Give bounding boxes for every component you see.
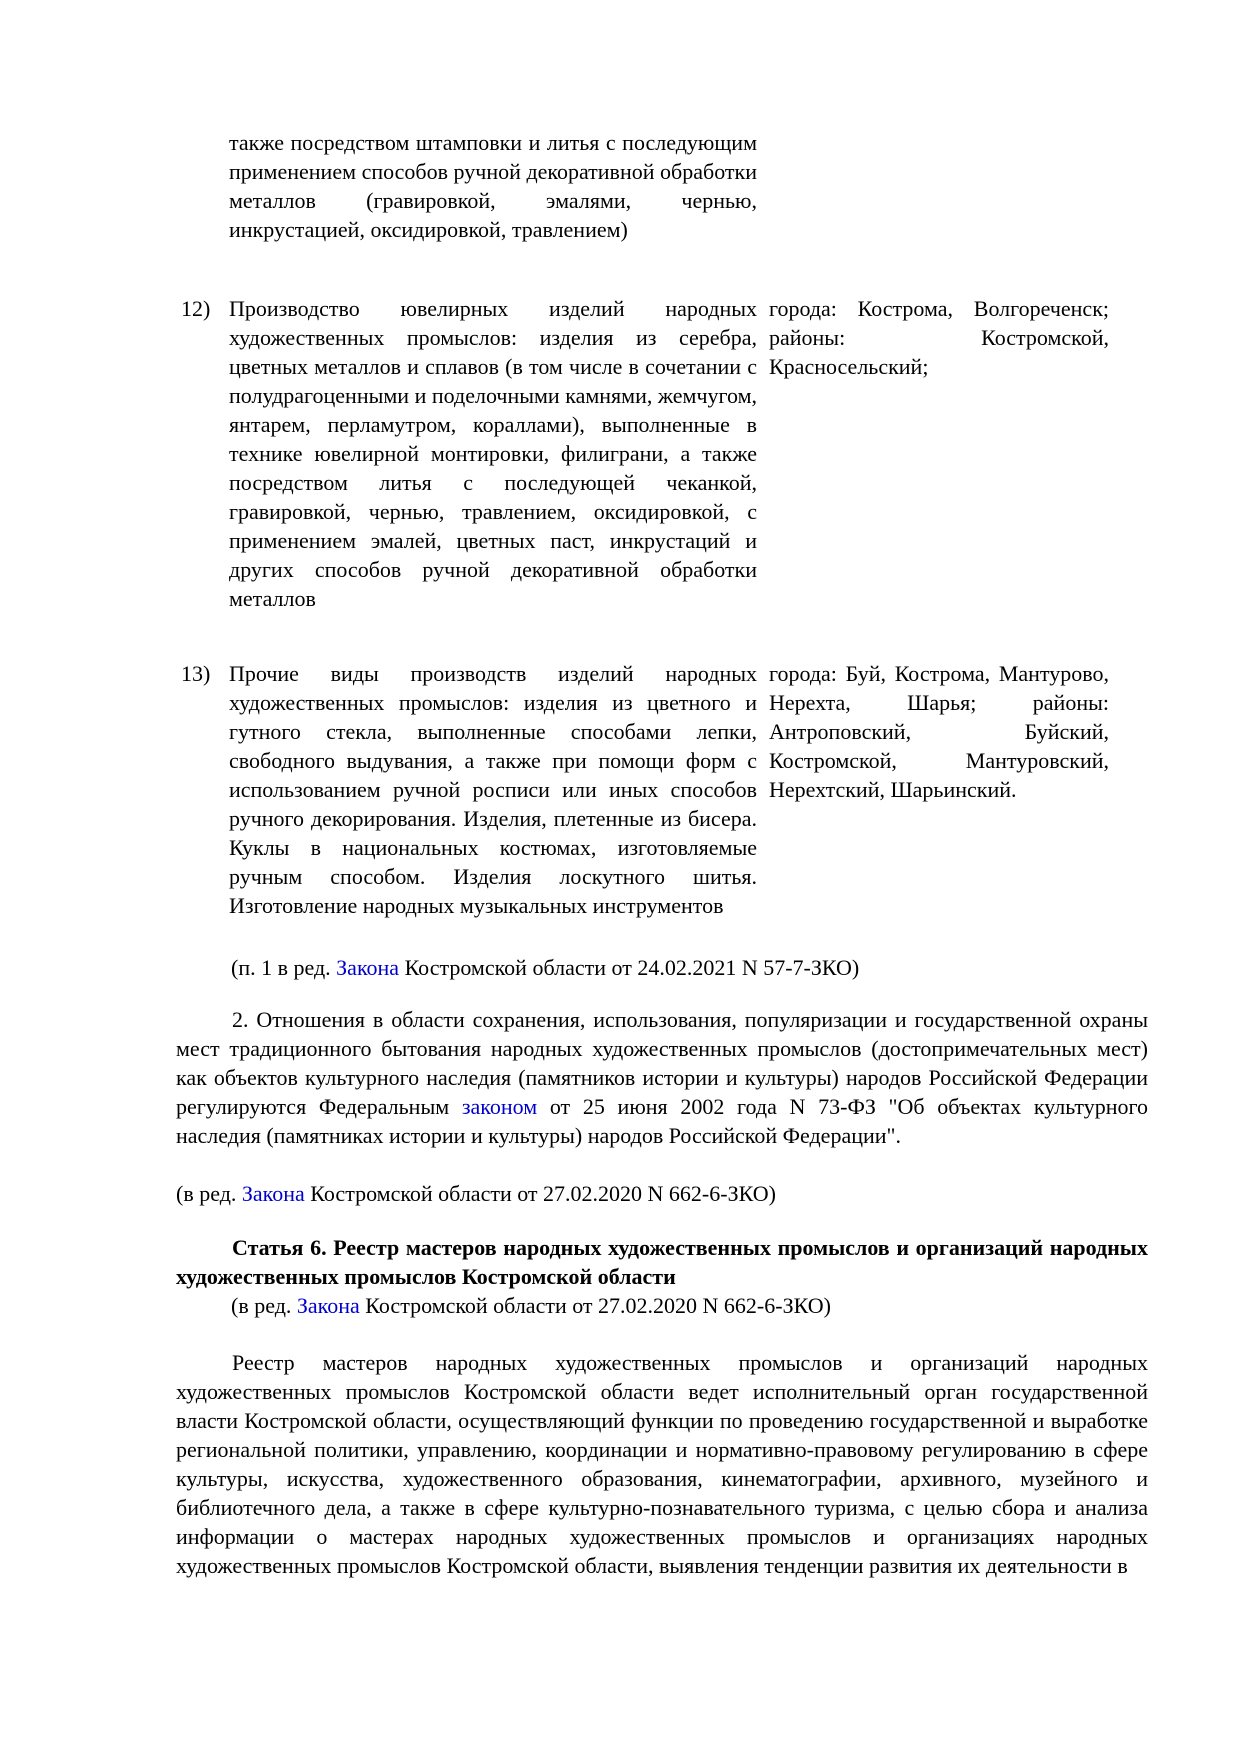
- note-suffix: Костромской области от 27.02.2020 N 662-6-ЗКО): [359, 1293, 831, 1318]
- row-number: 12): [181, 296, 211, 321]
- amendment-note-p1: [231, 953, 859, 982]
- row-number: 13): [181, 661, 211, 686]
- law-link[interactable]: Закона: [241, 1181, 305, 1206]
- note-suffix: Костромской области от 27.02.2020 N 662-6-ЗКО): [304, 1181, 776, 1206]
- paragraph-2: [176, 1005, 1148, 1150]
- law-link[interactable]: Закона: [336, 955, 400, 980]
- article-6-amendment-note: [231, 1291, 831, 1320]
- note-prefix: (п. 1 в ред.: [231, 955, 337, 980]
- article-6-body: Реестр мастеров народных художественных промыслов и организаций народных художественных промыслов Костромской области ведет исполнительный орган государственной власти Костромской области, осуществляющий функции по проведению государственной и выработке региональной политики, управлению, координации и нормативно-правовому регулированию в сфере культуры, искусства, художественного образования, кинематографии, архивного, музейного и библиотечного дела, а также в сфере культурно-познавательного туризма, с целью сбора и анализа информации о мастерах народных художественных промыслов и организациях народных художественных промыслов Костромской области, выявления тенденции развития их деятельности в: [176, 1350, 1148, 1578]
- row-description: Производство ювелирных изделий народных художественных промыслов: изделия из серебра, цветных металлов и сплавов (в том числе в сочетании с полудрагоценными и поделочными камнями, жемчугом, янтарем, перламутром, кораллами), выполненные в технике ювелирной монтировки, филиграни, а также посредством литья с последующей чеканкой, гравировкой, чернью, травлением, оксидировкой, с применением эмалей, цветных паст, инкрустаций и других способов ручной декоративной обработки металлов: [229, 296, 757, 611]
- row-places: города: Буй, Кострома, Мантурово, Нерехта, Шарья; районы: Антроповский, Буйский, Костромской, Мантуровский, Нерехтский, Шарьинский.: [769, 661, 1109, 802]
- row-description: Прочие виды производств изделий народных художественных промыслов: изделия из цветного и гутного стекла, выполненные способами лепки, свободного выдувания, а также при помощи форм с использованием ручной росписи или иных способов ручного декорирования. Изделия, плетенные из бисера. Куклы в национальных костюмах, изготовляемые ручным способом. Изделия лоскутного шитья. Изготовление народных музыкальных инструментов: [229, 661, 757, 918]
- paragraph-text: 2. Отношения в области сохранения, использования, популяризации и государственной охраны мест традиционного бытования народных художественных промыслов (достопримечательных мест) как объектов культурного наследия (памятников истории и культуры) народов Российской Федерации регулируются Федеральным: [176, 1007, 1148, 1119]
- note-prefix: (в ред.: [176, 1181, 242, 1206]
- note-suffix: Костромской области от 24.02.2021 N 57-7-ЗКО): [399, 955, 860, 980]
- note-prefix: (в ред.: [231, 1293, 297, 1318]
- row-places: города: Кострома, Волгореченск; районы: Костромской, Красносельский;: [769, 296, 1109, 379]
- law-link[interactable]: Закона: [296, 1293, 360, 1318]
- paragraph-text: от 25 июня 2002 года N 73-ФЗ "Об объектах культурного наследия (памятниках истории и культуры) народов Российской Федерации".: [176, 1094, 1148, 1148]
- article-6-heading: Статья 6. Реестр мастеров народных художественных промыслов и организаций народных художественных промыслов Костромской области: [176, 1235, 1148, 1289]
- table-cell-continuation: также посредством штамповки и литья с последующим применением способов ручной декоративной обработки металлов (гравировкой, эмалями, чернью, инкрустацией, оксидировкой, травлением): [229, 130, 757, 242]
- federal-law-link[interactable]: законом: [461, 1094, 538, 1119]
- amendment-note-p2: [176, 1179, 776, 1208]
